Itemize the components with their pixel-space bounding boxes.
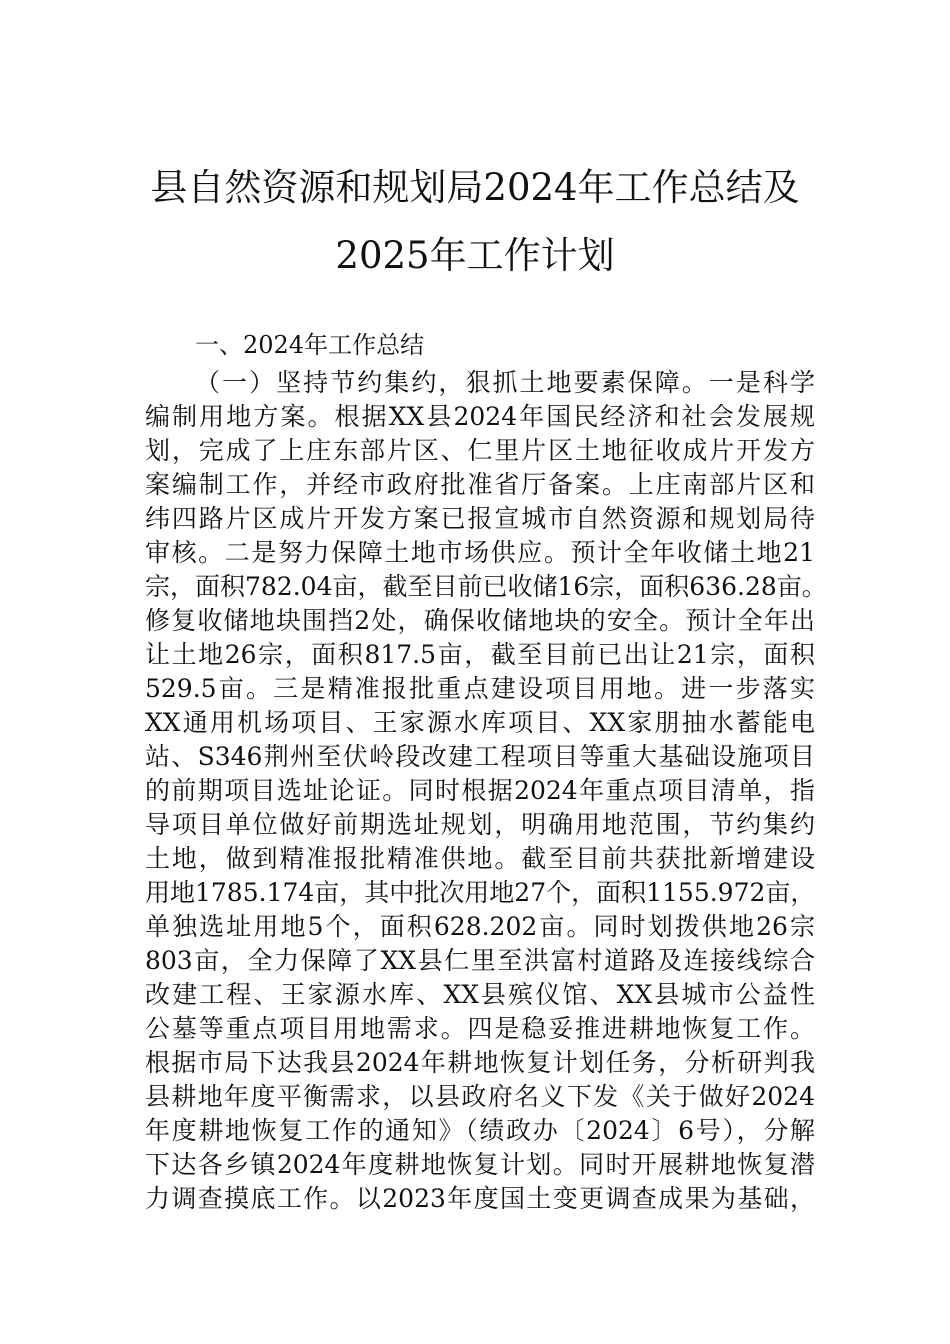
body-line: 划，完成了上庄东部片区、仁里片区土地征收成片开发方 <box>145 436 815 465</box>
body-line: 编制用地方案。根据XX县2024年国民经济和社会发展规 <box>145 402 815 431</box>
body-line: 纬四路片区成片开发方案已报宣城市自然资源和规划局待 <box>145 504 815 533</box>
body-line: 用地1785.174亩，其中批次用地27个，面积1155.972亩， <box>145 878 816 907</box>
body-line: 529.5亩。三是精准报批重点建设项目用地。进一步落实 <box>145 674 815 703</box>
body-line: 力调查摸底工作。以2023年度国土变更调查成果为基础， <box>145 1184 815 1213</box>
body-line: 单独选址用地5个，面积628.202亩。同时划拨供地26宗 <box>145 912 815 941</box>
body-line: 土地，做到精准报批精准供地。截至目前共获批新增建设 <box>145 844 815 873</box>
body-line: 的前期项目选址论证。同时根据2024年重点项目清单，指 <box>145 776 815 805</box>
body-line: 导项目单位做好前期选址规划，明确用地范围，节约集约 <box>145 810 815 839</box>
body-line: （一）坚持节约集约，狠抓土地要素保障。一是科学 <box>195 368 815 397</box>
body-line: 案编制工作，并经市政府批准省厅备案。上庄南部片区和 <box>145 470 815 499</box>
body-line: 站、S346荆州至伏岭段改建工程项目等重大基础设施项目 <box>145 742 815 771</box>
body-line: 让土地26宗，面积817.5亩，截至目前已出让21宗，面积 <box>145 640 815 669</box>
body-line: 修复收储地块围挡2处，确保收储地块的安全。预计全年出 <box>145 606 815 635</box>
document-title-line-1: 县自然资源和规划局2024年工作总结及 <box>150 166 800 209</box>
body-line: 审核。二是努力保障土地市场供应。预计全年收储土地21 <box>145 538 815 567</box>
body-line: 改建工程、王家源水库、XX县殡仪馆、XX县城市公益性 <box>145 980 815 1009</box>
body-line: 公墓等重点项目用地需求。四是稳妥推进耕地恢复工作。 <box>145 1014 815 1043</box>
body-line: 年度耕地恢复工作的通知》（绩政办〔2024〕6号），分解 <box>145 1116 815 1145</box>
body-line: 803亩，全力保障了XX县仁里至洪富村道路及连接线综合 <box>145 946 815 975</box>
body-line: XX通用机场项目、王家源水库项目、XX家朋抽水蓄能电 <box>145 708 815 737</box>
body-line: 县耕地年度平衡需求，以县政府名义下发《关于做好2024 <box>145 1082 815 1111</box>
section-heading: 一、2024年工作总结 <box>195 331 425 359</box>
body-line: 下达各乡镇2024年度耕地恢复计划。同时开展耕地恢复潜 <box>145 1150 815 1179</box>
body-line: 宗，面积782.04亩，截至目前已收储16宗，面积636.28亩。 <box>145 572 827 601</box>
document-title-line-2: 2025年工作计划 <box>335 234 615 277</box>
body-line: 根据市局下达我县2024年耕地恢复计划任务，分析研判我 <box>145 1048 815 1077</box>
